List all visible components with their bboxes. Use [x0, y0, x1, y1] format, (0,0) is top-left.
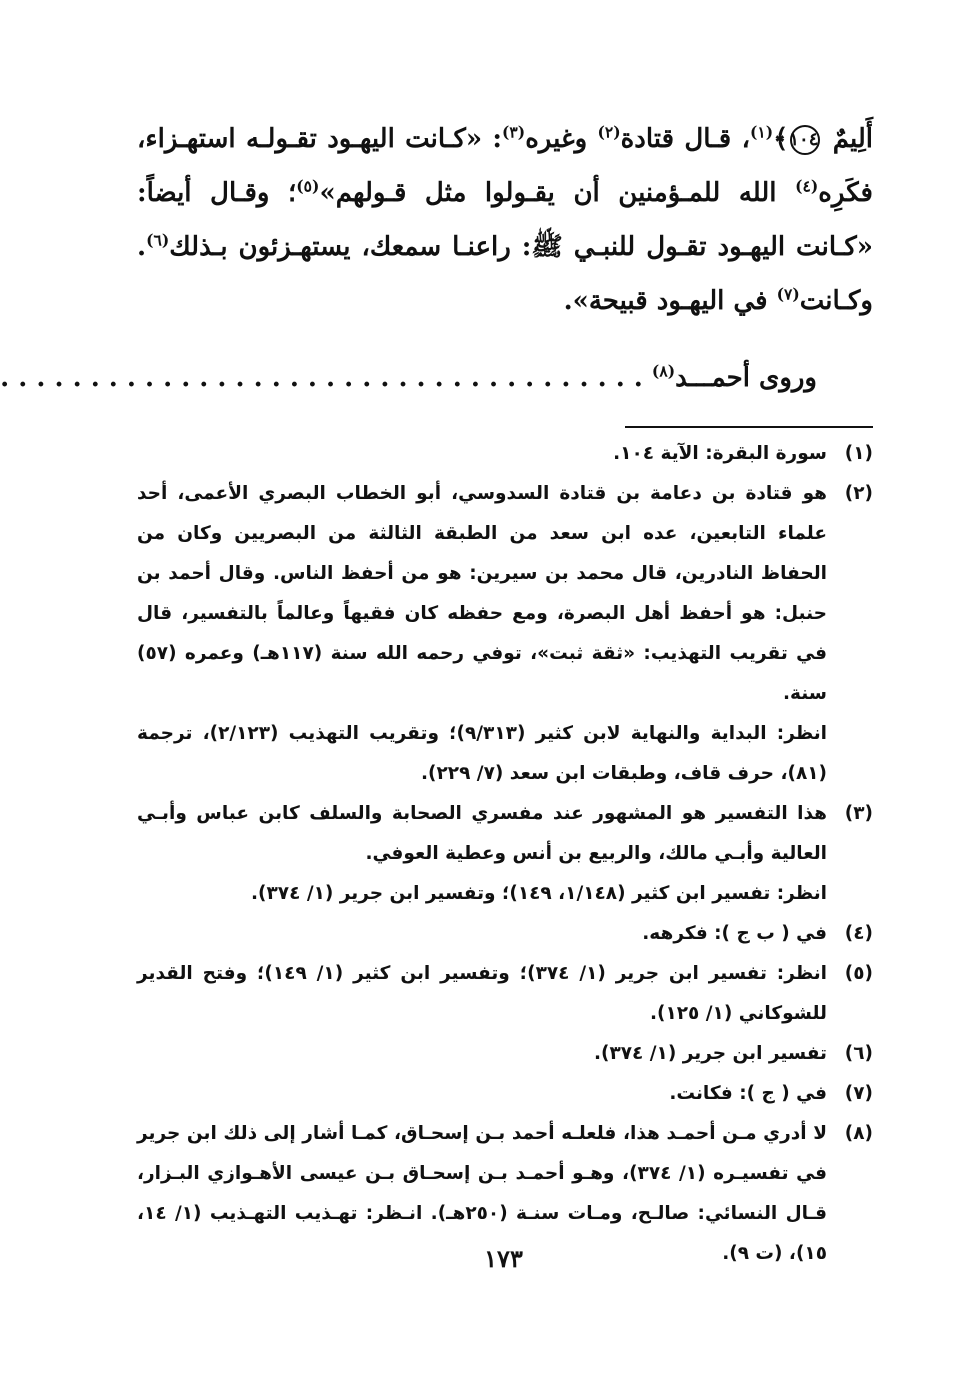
footnote-body	[137, 474, 827, 794]
page-number: ١٧٣	[484, 1244, 523, 1273]
footnote-item	[137, 434, 873, 474]
footnote-ref: (٢)	[597, 122, 621, 142]
footnote-number: (٤)	[844, 923, 873, 944]
footnote-number: (٣)	[844, 803, 873, 824]
footnote-ref: (١)	[749, 122, 774, 142]
ayah-number-icon: ١٠٤	[790, 125, 820, 155]
footnote-item	[137, 794, 873, 914]
footnote-ref: (٥)	[296, 176, 320, 196]
footnote-item	[137, 474, 873, 794]
footnote-text: انظر: تفسير ابن كثير (١/١٤٨، ١٤٩)؛ وتفسير ابن جرير (١/ ٣٧٤).	[251, 883, 827, 904]
footnote-number: (٥)	[844, 963, 873, 984]
footnote-text: سورة البقرة: الآية ١٠٤.	[613, 443, 827, 464]
dotted-leader: . . . . . . . . . . . . . . . . . . . . . . . . . . . . . . . . . . . .	[0, 363, 643, 393]
footnote-item	[137, 914, 873, 954]
footnote-ref: (٦)	[146, 230, 170, 250]
footnote-number: (٦)	[844, 1043, 873, 1064]
text-segment: ، قـال قتادة	[620, 124, 750, 154]
reported-text: وروى أحمـــد	[675, 363, 817, 393]
footnote-item	[137, 1034, 873, 1074]
main-text	[137, 112, 873, 328]
footnote-text: انظر: تفسير ابن جرير (١/ ٣٧٤)؛ وتفسير ابن كثير (١/ ١٤٩)؛ وفتح القدير للشوكاني (١/ ١٢٥).	[137, 963, 828, 1024]
footnote-number: (٨)	[844, 1123, 873, 1144]
footnote-body	[137, 914, 827, 954]
quran-word: أَلِيمٌ	[832, 124, 873, 154]
text-segment: الله للمـؤمنين أن يقـولوا مثل قـولهم»	[319, 178, 796, 208]
footnote-ref: (٣)	[502, 122, 526, 142]
footnote-body	[137, 954, 827, 1034]
text-segment: وغيره	[525, 124, 598, 154]
footnote-ref: (٨)	[651, 361, 676, 381]
footnote-ref: (٧)	[776, 284, 800, 304]
footnote-number: (٧)	[844, 1083, 873, 1104]
footnote-number: (١)	[844, 443, 873, 464]
footnote-body	[137, 434, 827, 474]
text-segment: ؛ وقـال أيضاً: «كـانت اليهـود تقـول للنبـي ﷺ: راعنـا سمعك، يستهـزئون بـذلك	[137, 178, 873, 262]
footnote-text: هذا التفسير هو المشهور عند مفسري الصحابة والسلف كابن عباس وأبـي العالية وأبـي مالك، والربيع بن أنس وعطية العوفي.	[137, 803, 827, 864]
footnote-text: في ( ب ج ): فكرهه.	[642, 923, 827, 944]
reported-line	[0, 358, 817, 398]
footnote-text: تفسير ابن جرير (١/ ٣٧٤).	[593, 1043, 827, 1064]
ayah-close-bracket: ﴾	[773, 124, 789, 154]
footnote-item	[137, 1074, 873, 1114]
text-segment: . وكـانت	[137, 232, 873, 316]
footnote-text: انظر: البداية والنهاية لابن كثير (٩/٣١٣)؛ وتقريب التهذيب (٢/١٢٣)، ترجمة (٨١)، حرف قاف، وطبقات ابن سعد (٧/ ٢٢٩).	[137, 723, 828, 784]
footnote-ref: (٤)	[795, 176, 819, 196]
footnote-separator	[625, 426, 873, 428]
main-paragraph	[137, 112, 873, 328]
footnote-text: لا أدري مـن أحمـد هذا، فلعلـه أحمد بـن إسحـاق، كمـا أشار إلى ذلك ابن جرير في تفسيـره (١/ ٣٧٤)، وهـو أحمـد بـن إسحـاق بـن عيسى الأهـوازي البـزار، قـال النسائي: صالـح، ومـات سنـة (٢٥٠هـ). انـظر: تهـذيب التهـذيب (١/ ١٤، ١٥)، (ت ٩).	[137, 1123, 828, 1264]
text-segment: في اليهـود قبيحة».	[563, 286, 777, 316]
footnote-number: (٢)	[844, 483, 873, 504]
footnote-body	[137, 794, 827, 914]
footnote-text: هو قتادة بن دعامة بن قتادة السدوسي، أبو الخطاب البصري الأعمى، أحد علماء التابعين، عده ابن سعد من الطبقة الثالثة من البصريين وكان من الحفاظ النادرين، قال محمد بن سيرين: هو من أحفظ الناس. وقال أحمد بن حنبل: هو أحفظ أهل البصرة، ومع حفظه كان فقيهاً وعالماً بالتفسير، قال في تقريب التهذيب: «ثقة ثبت»، توفي رحمه الله سنة (١١٧هـ) وعمره (٥٧) سنة.	[137, 483, 827, 704]
footnote-body	[137, 1074, 827, 1114]
footnote-text: في ( ج ): فكانت.	[669, 1083, 827, 1104]
text-segment: : «كـانت اليهـود تقـولـه استهـزاء، فكَرِه	[137, 124, 873, 208]
footnote-body	[137, 1034, 827, 1074]
footnote-item	[137, 954, 873, 1034]
footnotes	[137, 434, 873, 1274]
